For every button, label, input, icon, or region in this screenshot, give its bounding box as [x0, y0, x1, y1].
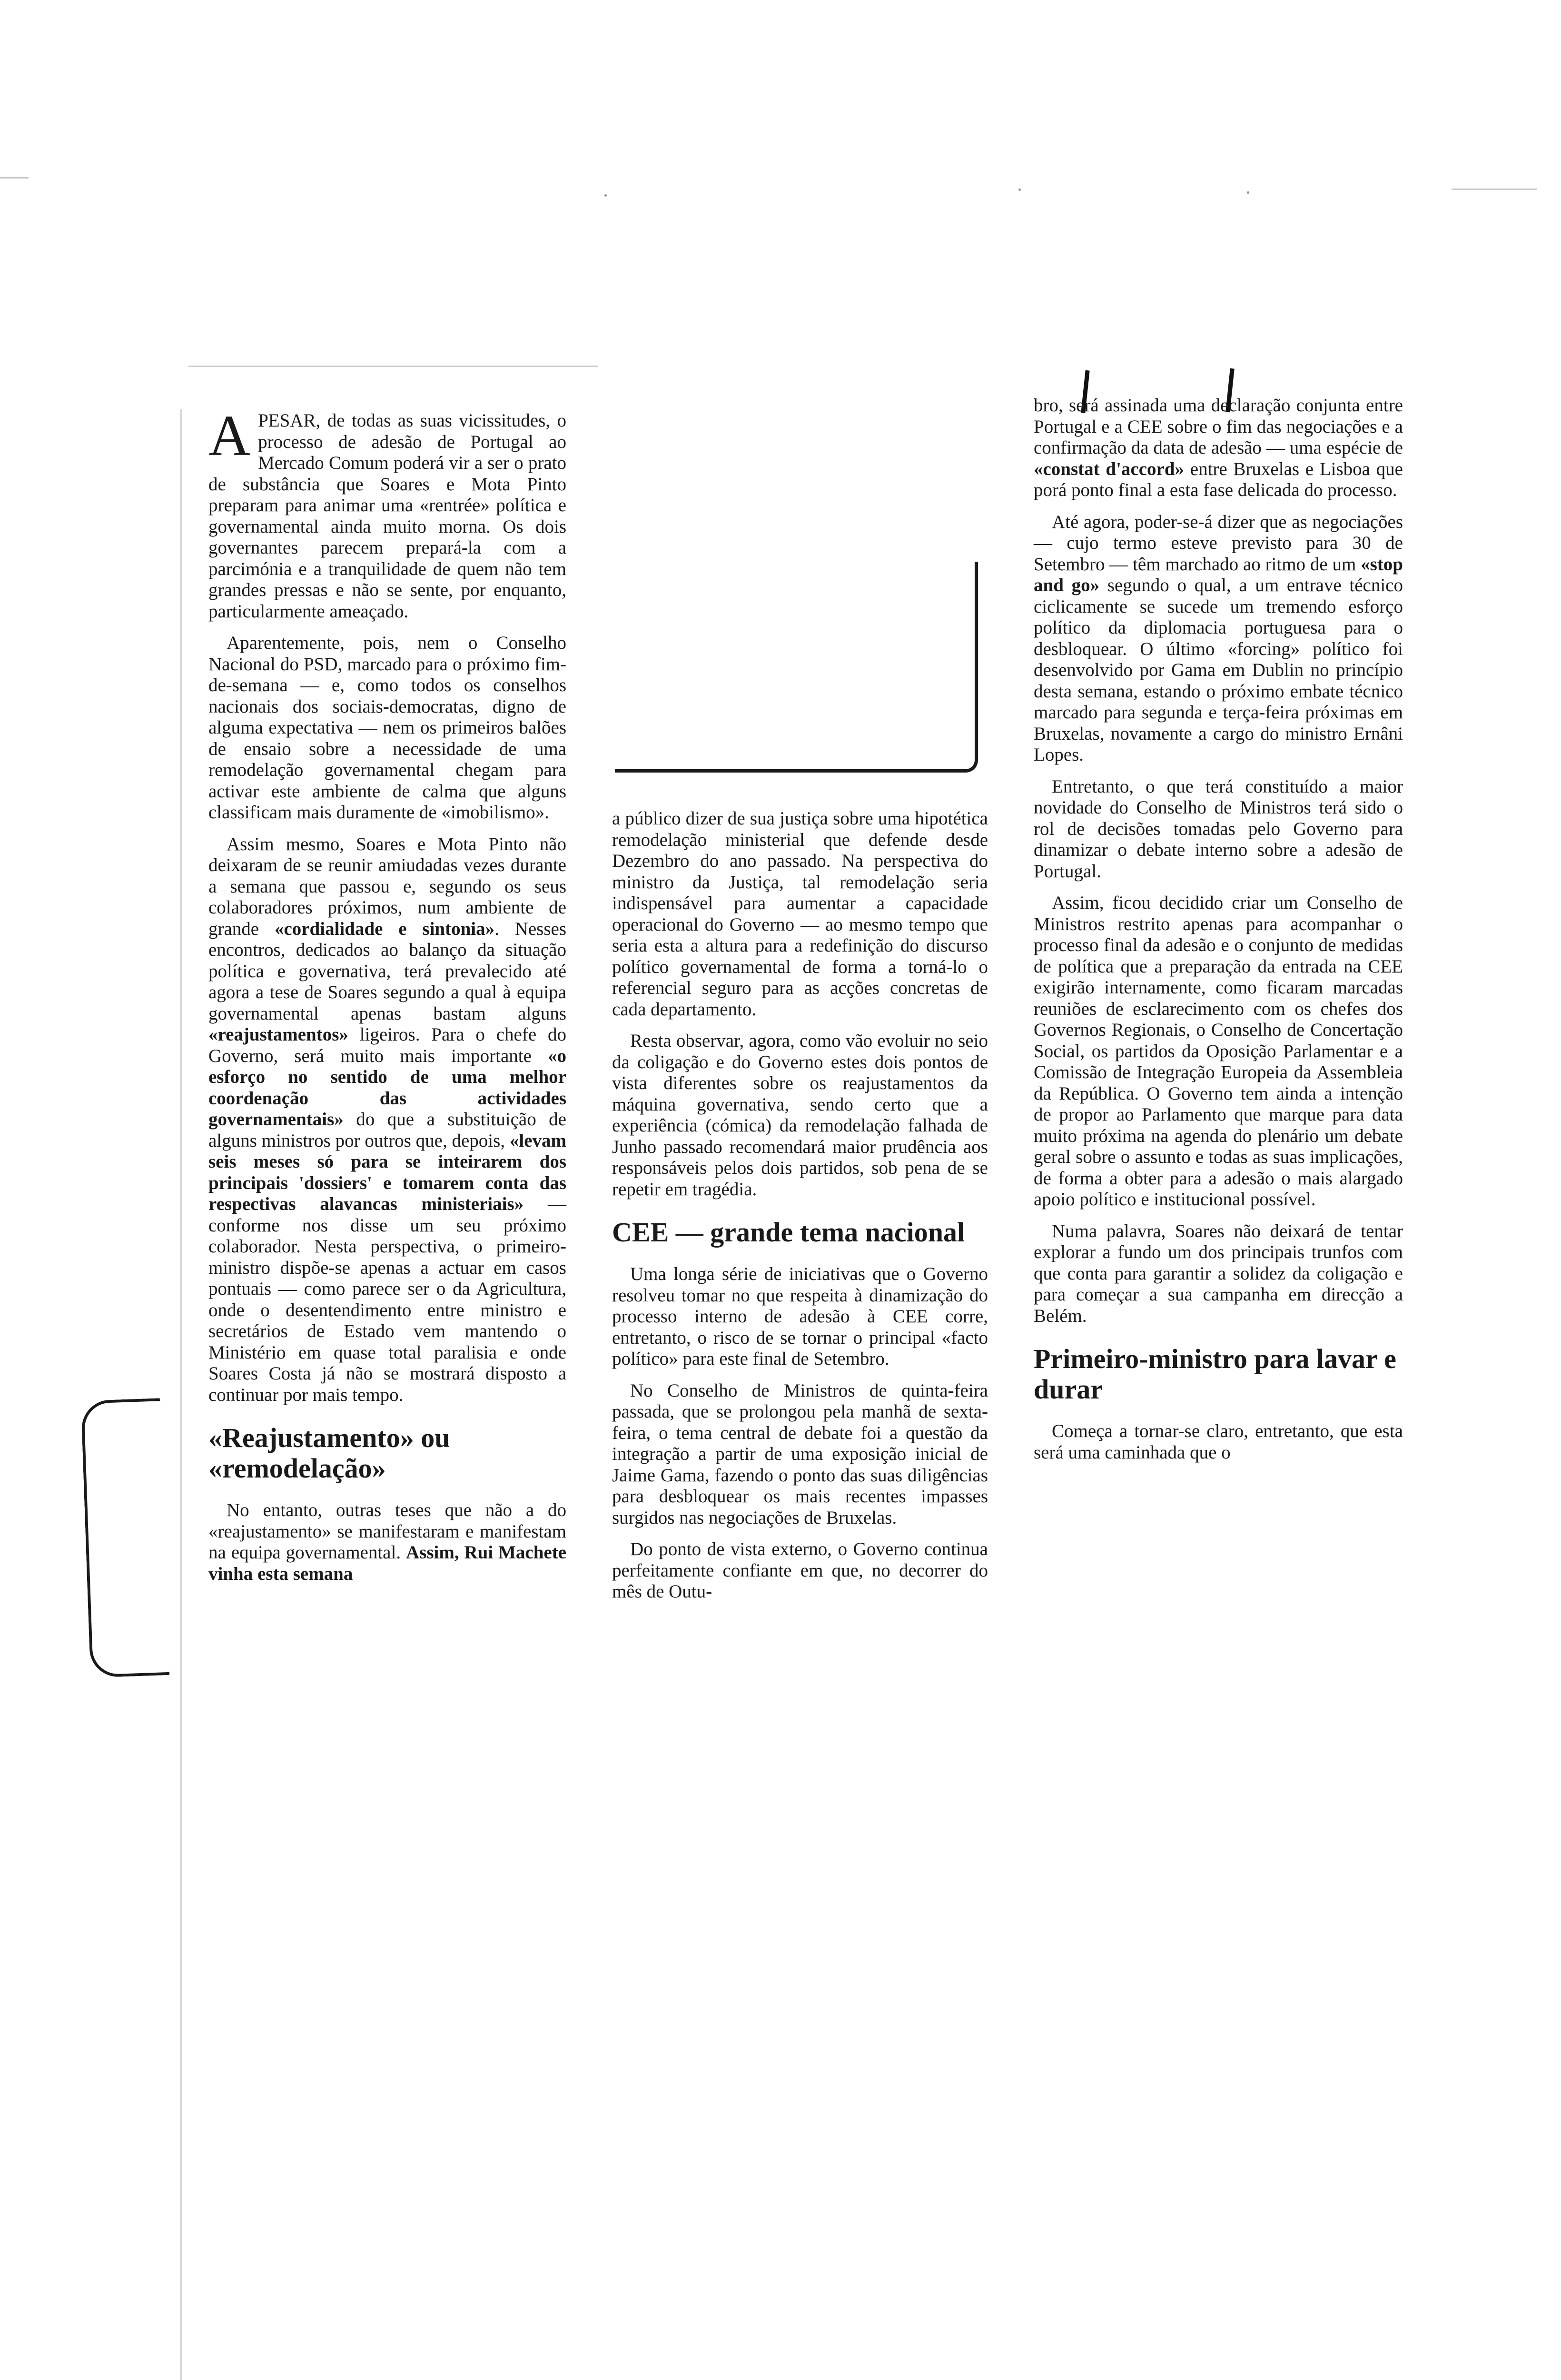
text-run: entre Bruxelas e Lisboa que porá ponto final a esta fase delicada do processo. [1034, 458, 1403, 500]
paragraph [1034, 395, 1403, 501]
paragraph: Uma longa série de iniciativas que o Governo resolveu tomar no que respeita à dinamização do processo interno de adesão à CEE corre, entretanto, o risco de se tornar o principal «facto político» para este final de Setembro. [612, 1264, 988, 1369]
text-run: ligeiros. Para o chefe do Governo, será muito mais importante [208, 1024, 566, 1066]
paragraph: Resta observar, agora, como vão evoluir no seio da coligação e do Governo estes dois pontos de vista diferentes sobre os reajustamentos da máquina governativa, sendo certo que a experiência (cómica) da remodelação falhada de Junho passado recomendará maior prudência aos responsáveis pelos dois partidos, sob pena de se repetir em tragédia. [612, 1031, 988, 1200]
paragraph: Entretanto, o que terá constituído a maior novidade do Conselho de Ministros terá sido o rol de decisões tomadas pelo Governo para dinamizar o debate interno sobre a adesão de Portugal. [1034, 776, 1403, 882]
article-column-2 [612, 808, 988, 1613]
emphasis: «levam seis meses só para se inteirarem dos principais 'dossiers' e tomarem conta das respectivas alavancas ministeriais» [208, 1130, 566, 1214]
paragraph: Assim, ficou decidido criar um Conselho de Ministros restrito apenas para acompanhar o processo final da adesão e o conjunto de medidas de política que a preparação da entrada na CEE exigirão internamente, como ficaram marcadas reuniões de esclarecimento com os chefes dos Governos Regionais, o Conselho de Concertação Social, os partidos da Oposição Parlamentar e a Comissão de Integração Europeia da Assembleia da República. O Governo tem ainda a intenção de propor ao Parlamento que marque para data muito próxima na agenda do plenário um debate geral sobre o assunto e todas as suas implicações, de forma a obter para a adesão o mais alargado apoio político e institucional possível. [1034, 892, 1403, 1210]
paragraph: Começa a tornar-se claro, entretanto, que esta será uma caminhada que o [1034, 1421, 1403, 1463]
scan-artifact-dot [1247, 191, 1249, 194]
section-heading: «Reajustamento» ou «remodelação» [208, 1422, 450, 1484]
emphasis: «constat d'accord» [1034, 458, 1185, 479]
paragraph [208, 1500, 566, 1585]
scan-artifact-top-left [0, 177, 29, 178]
emphasis: «stop and go» [1034, 554, 1403, 595]
scan-artifact-top-right [1452, 188, 1537, 190]
scan-artifact-column1-edge [180, 409, 182, 2380]
text-run: —conforme nos disse um seu próximo colaborador. Nesta perspectiva, o primeiro-ministro dispõe-se apenas a actuar em casos pontuais — como parece ser o da Agricultura, onde o desentendimento entre ministro e secretários de Estado vem mantendo o Ministério em quase total paralisia e onde Soares Costa já não se mostrará disposto a continuar por mais tempo. [208, 1194, 567, 1405]
paragraph [208, 834, 566, 1406]
section-heading: Primeiro-ministro para lavar e durar [1034, 1343, 1396, 1405]
emphasis: «o esforço no sentido de uma melhor coordenação das actividades governamentais» [208, 1045, 566, 1130]
text-run: . Nesses encontros, dedicados ao balanço da situação política e governativa, terá prevalecido até agora a tese de Soares segundo a qual à equipa governamental apenas bastam alguns [208, 918, 566, 1024]
emphasis: Assim, Rui Machete vinha esta semana [208, 1542, 567, 1584]
scan-artifact-dot [604, 194, 607, 197]
emphasis: «reajustamentos» [208, 1024, 348, 1045]
article-column-3 [1034, 395, 1403, 1474]
scan-artifact-header-smudge [188, 366, 598, 367]
drop-cap: A [208, 404, 251, 468]
paragraph: Numa palavra, Soares não deixará de tentar explorar a fundo um dos principais trunfos com que conta para garantir a solidez da coligação e para começar a sua campanha em direcção a Belém. [1034, 1220, 1403, 1326]
text-run: segundo o qual, a um entrave técnico ciclicamente se sucede um tremendo esforço político da diplomacia portuguesa para o desbloquear. O último «forcing» político foi desenvolvido por Gama em Dublin no princípio desta semana, estando o próximo embate técnico marcado para segunda e terça-feira próximas em Bruxelas, novamente a cargo do ministro Ernâni Lopes. [1034, 575, 1403, 765]
text-run: Assim mesmo, Soares e Mota Pinto não deixaram de se reunir amiudadas vezes durante a semana que passou e, segundo os seus colaboradores próximos, num ambiente de grande [208, 833, 566, 939]
paragraph: Do ponto de vista externo, o Governo continua perfeitamente confiante em que, no decorrer do mês de Outu- [612, 1539, 988, 1602]
paragraph: No Conselho de Ministros de quinta-feira passada, que se prolongou pela manhã de sexta-feira, o tema central de debate foi a questão da integração a partir de uma exposição inicial de Jaime Gama, fazendo o ponto das suas diligências para desbloquear os mais recentes impasses surgidos nas negociações de Bruxelas. [612, 1380, 988, 1528]
emphasis: «cordialidade e sintonia» [274, 918, 495, 939]
section-heading: CEE — grande tema nacional [612, 1217, 965, 1248]
handwritten-bracket-corner [615, 562, 978, 773]
paragraph: a público dizer de sua justiça sobre uma hipotética remodelação ministerial que defende desde Dezembro do ano passado. Na perspectiva do ministro da Justiça, tal remodelação seria indispensável para aumentar a capacidade operacional do Governo — ao mesmo tempo que seria esta a altura para a redefinição do discurso político governamental de forma a torná-lo o referencial seguro para as acções concretas de cada departamento. [612, 808, 988, 1020]
text-run: do que a substituição de alguns ministros por outros que, depois, [208, 1109, 566, 1151]
text-run: bro, será assinada uma declaração conjunta entre Portugal e a CEE sobre o fim das negociações e a confirmação da data de adesão — uma espécie de [1034, 395, 1403, 458]
text-run: Até agora, poder-se-á dizer que as negociações — cujo termo esteve previsto para 30 de Setembro — têm marchado ao ritmo de um [1034, 511, 1403, 575]
paragraph-opening [208, 404, 566, 622]
paragraph [1034, 512, 1403, 766]
paragraph: Aparentemente, pois, nem o Conselho Nacional do PSD, marcado para o próximo fim-de-semana — e, como todos os conselhos nacionais dos sociais-democratas, digno de alguma expectativa — nem os primeiros balões de ensaio sobre a necessidade de uma remodelação governamental chegam para activar este ambiente de calma que alguns classificam mais duramente de «imobilismo». [208, 633, 566, 823]
scan-artifact-dot [1018, 188, 1021, 191]
handwritten-bracket-left [81, 1398, 169, 1677]
paragraph-text: PESAR, de todas as suas vicissitudes, o processo de adesão de Portugal ao Mercado Comum poderá vir a ser o prato de substância que Soares e Mota Pinto preparam para animar uma «rentrée» política e governamental ainda muito morna. Os dois governantes parecem prepará-la com a parcimónia e a tranquilidade de quem não tem grandes pressas e não se sente, por enquanto, particularmente ameaçado. [208, 410, 566, 622]
text-run: No entanto, outras teses que não a do «reajustamento» se manifestaram e manifestam na equipa governamental. [208, 1500, 566, 1563]
article-column-1 [208, 404, 567, 1595]
